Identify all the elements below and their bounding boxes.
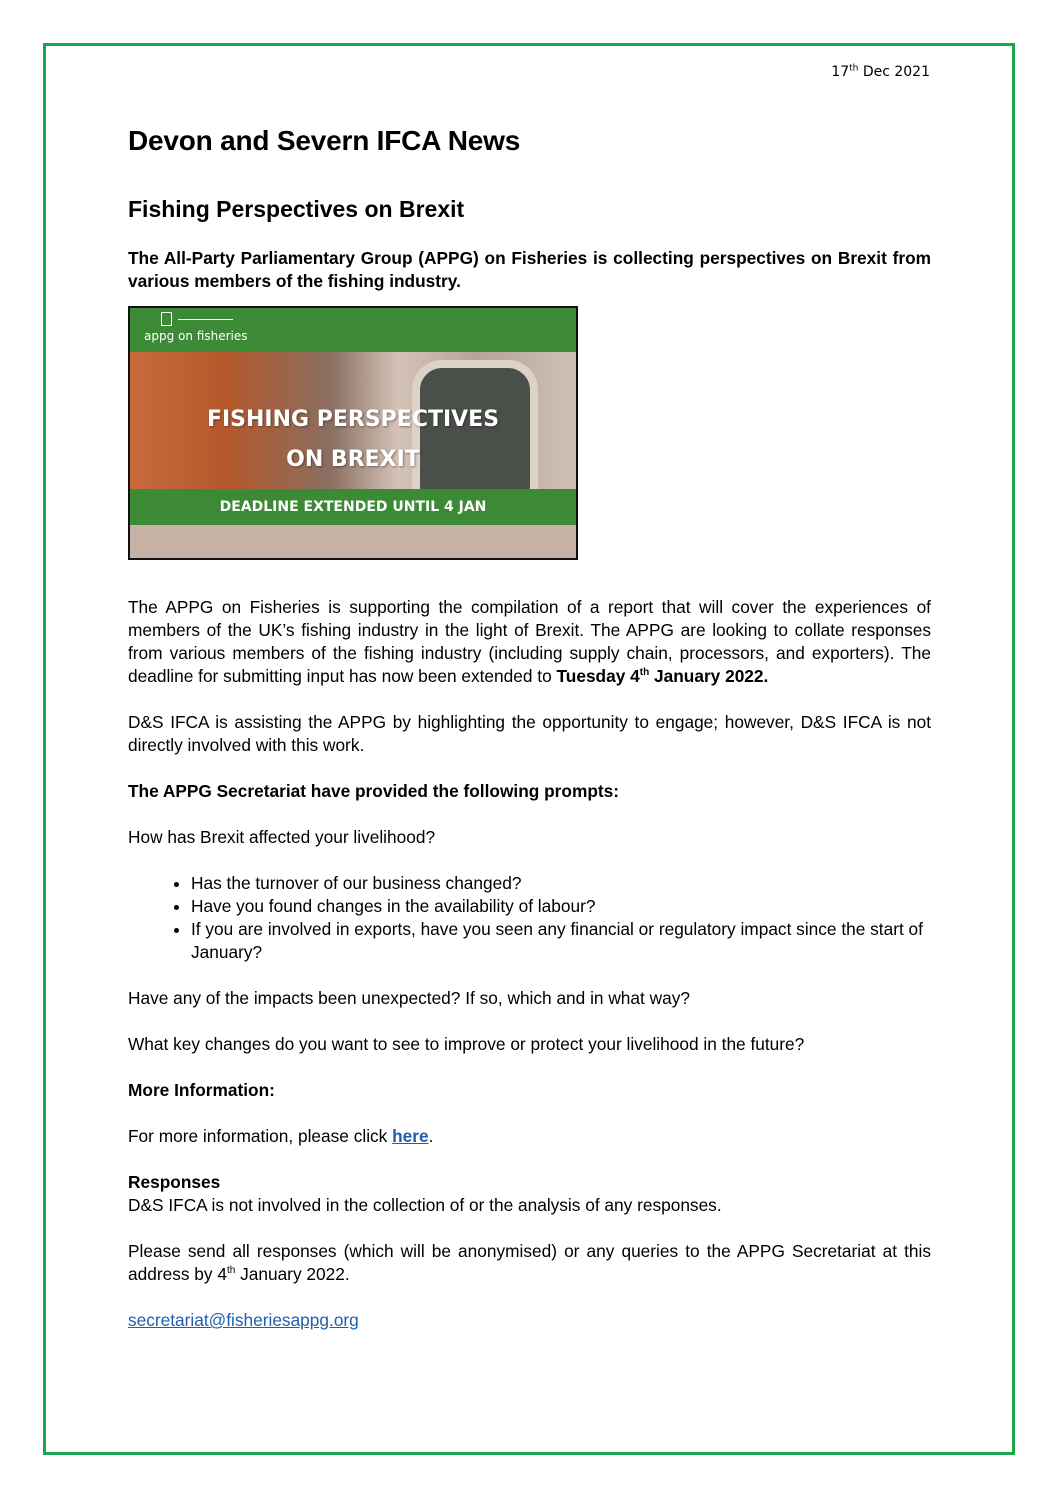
email-paragraph [128,1309,931,1332]
question-changes: What key changes do you want to see to improve or protect your livelihood in the future? [128,1034,805,1054]
secretariat-email-link[interactable]: secretariat@fisheriesappg.org [128,1310,359,1330]
question-livelihood: How has Brexit affected your livelihood? [128,827,436,847]
appg-banner-image [128,306,578,560]
prompts-heading: The APPG Secretariat have provided the following prompts: [128,781,619,801]
page-title: Devon and Severn IFCA News [128,125,521,156]
banner-headline-line2: ON BREXIT [286,447,420,472]
parliament-portcullis-icon [161,312,172,326]
question-unexpected: Have any of the impacts been unexpected? If so, which and in what way? [128,988,690,1008]
issue-date: 17th Dec 2021 [831,63,930,80]
intro-paragraph: The APPG on Fisheries is supporting the compilation of a report that will cover the experiences of members of the UK’s fishing industry in the light of Brexit. The APPG are looking to collate responses from various members of the fishing industry (including supply chain, processors, and exporters). The deadline for submitting input has now been extended to Tuesday 4th January 2022. [128,597,931,686]
more-info-paragraph: For more information, please click here. [128,1126,434,1146]
involvement-paragraph: D&S IFCA is assisting the APPG by highlighting the opportunity to engage; however, D&S IFCA is not directly involved with this work. [128,712,931,755]
list-item: • Have you found changes in the availability of labour? [191,895,931,918]
appg-logo-text: appg on fisheries [144,329,248,343]
more-info-heading: More Information: [128,1080,275,1100]
banner-wall [130,525,576,558]
list-item: • Has the turnover of our business changed? [191,872,931,895]
banner-topbar [130,308,576,352]
logo-divider [178,319,233,320]
banner-headline [130,400,576,480]
list-item: • If you are involved in exports, have you seen any financial or regulatory impact since the start of January? [191,918,931,964]
prompt-list [128,872,931,964]
more-info-link[interactable]: here [392,1126,429,1146]
send-paragraph: Please send all responses (which will be anonymised) or any queries to the APPG Secretariat at this address by 4th January 2022. [128,1241,931,1284]
responses-paragraph: D&S IFCA is not involved in the collection of or the analysis of any responses. [128,1195,722,1215]
responses-heading: Responses [128,1172,221,1192]
article-title: Fishing Perspectives on Brexit [128,196,465,222]
newsletter-body [128,125,931,1332]
banner-headline-line1: FISHING PERSPECTIVES [206,407,500,432]
article-lead: The All-Party Parliamentary Group (APPG) on Fisheries is collecting perspectives on Brexit from various members of the fishing industry. [128,248,931,291]
banner-deadline: DEADLINE EXTENDED UNTIL 4 JAN [130,489,576,525]
